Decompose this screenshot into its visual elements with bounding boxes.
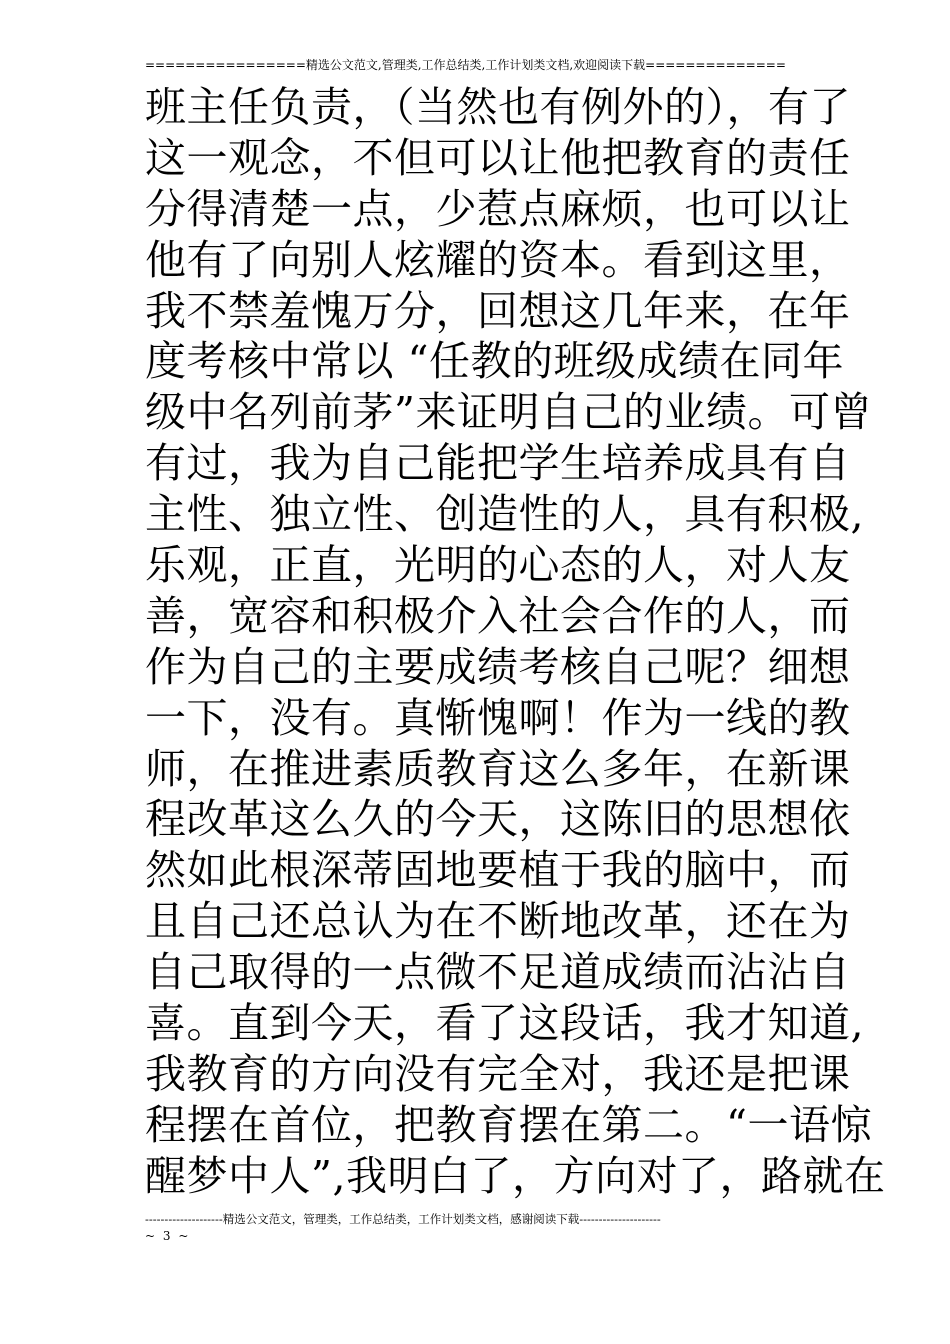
text-line-20: 我教育的方向没有完全对，我还是把课 [145, 1049, 851, 1098]
text-line-21: 程摆在首位，把教育摆在第二。“一语惊 [145, 1100, 872, 1149]
text-line-4: 他有了向别人炫耀的资本。看到这里， [145, 235, 851, 284]
text-line-13: 一下，没有。真惭愧啊！作为一线的教 [145, 693, 851, 742]
text-line-2: 这一观念，不但可以让他把教育的责任 [145, 133, 851, 182]
text-line-17: 且自己还总认为在不断地改革，还在为 [145, 897, 851, 946]
page-number: ~ 3 ~ [145, 1229, 191, 1243]
body-text [145, 82, 886, 1202]
text-line-5: 我不禁羞愧万分，回想这几年来，在年 [145, 286, 851, 335]
footer-banner: --------------------精选公文范文，管理类，工作总结类，工作计划类文档，感谢阅读下载--------------------- [145, 1212, 661, 1226]
text-line-16: 然如此根深蒂固地要植于我的脑中，而 [145, 846, 851, 895]
text-line-7: 级中名列前茅”来证明自己的业绩。可曾 [145, 388, 872, 437]
text-line-11: 善，宽容和积极介入社会合作的人，而 [145, 591, 851, 640]
text-line-3: 分得清楚一点，少惹点麻烦，也可以让 [145, 184, 851, 233]
text-line-15: 程改革这么久的今天，这陈旧的思想依 [145, 795, 851, 844]
text-line-14: 师，在推进素质教育这么多年，在新课 [145, 744, 851, 793]
text-line-12: 作为自己的主要成绩考核自己呢？细想 [145, 642, 851, 691]
text-line-18: 自己取得的一点微不足道成绩而沾沾自 [145, 948, 851, 997]
text-line-6: 度考核中常以 “任教的班级成绩在同年 [145, 337, 844, 386]
text-line-10: 乐观，正直，光明的心态的人，对人友 [145, 541, 851, 590]
text-line-1: 班主任负责，（当然也有例外的），有了 [145, 83, 851, 131]
text-line-22: 醒梦中人”,我明白了，方向对了，路就在 [145, 1151, 886, 1200]
text-line-8: 有过，我为自己能把学生培养成具有自 [145, 439, 851, 488]
text-line-19: 喜。直到今天，看了这段话，我才知道, [145, 999, 865, 1048]
text-line-9: 主性、独立性、创造性的人，具有积极, [145, 490, 865, 539]
header-banner: ================精选公文范文,管理类,工作总结类,工作计划类文档,欢迎阅读下载============== [145, 58, 786, 72]
